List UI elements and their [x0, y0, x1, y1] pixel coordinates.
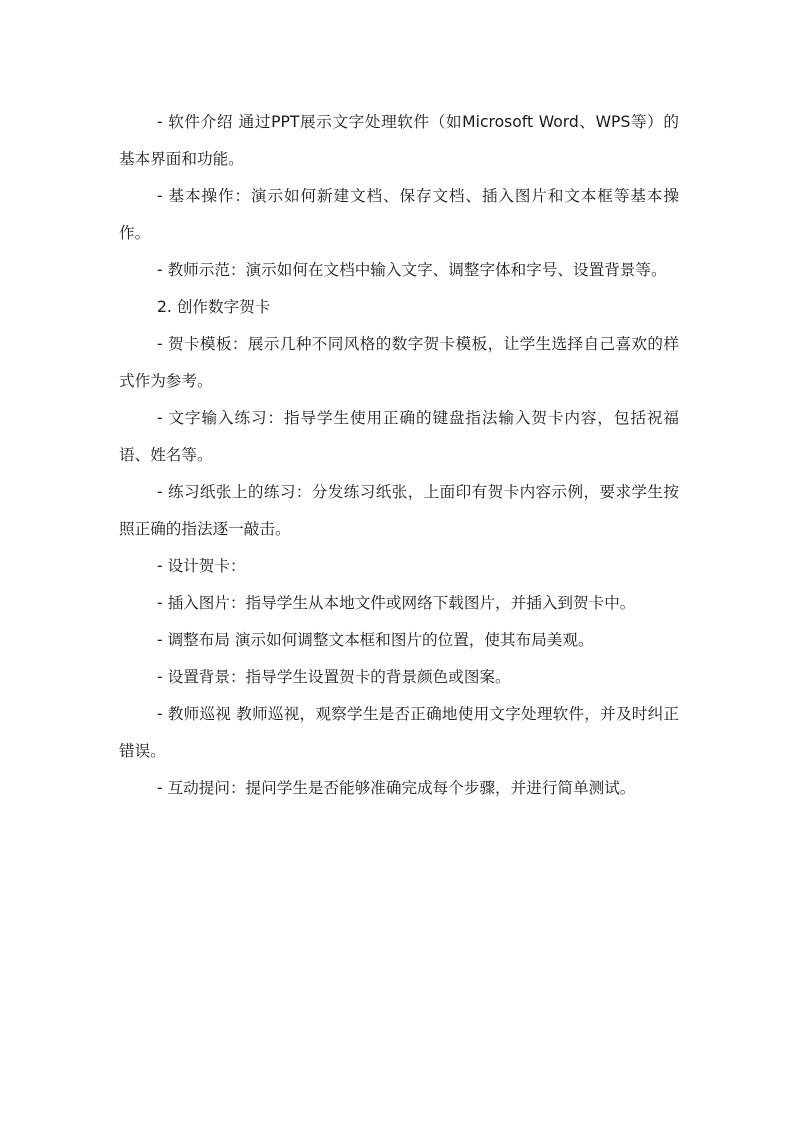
paragraph-teacher-demo: - 教师示范：演示如何在文档中输入文字、调整字体和字号、设置背景等。: [157, 261, 667, 279]
paragraph-software-intro: - 软件介绍 通过PPT展示文字处理软件（如Microsoft Word、WPS等）的基本界面和功能。: [119, 113, 679, 168]
paragraph-basic-operations: - 基本操作：演示如何新建文档、保存文档、插入图片和文本框等基本操作。: [119, 187, 679, 242]
paragraph-set-background: - 设置背景：指导学生设置贺卡的背景颜色或图案。: [157, 668, 511, 686]
paragraph-adjust-layout: - 调整布局 演示如何调整文本框和图片的位置，使其布局美观。: [157, 631, 594, 649]
paragraph-typing-practice: - 文字输入练习：指导学生使用正确的键盘指法输入贺卡内容，包括祝福语、姓名等。: [119, 409, 679, 464]
paragraph-interactive-questions: - 互动提问：提问学生是否能够准确完成每个步骤，并进行简单测试。: [157, 779, 636, 797]
paragraph-design-card: - 设计贺卡：: [157, 557, 246, 575]
section-heading-create-card: 2. 创作数字贺卡: [157, 298, 271, 316]
document-body: [119, 104, 679, 807]
paragraph-paper-practice: - 练习纸张上的练习：分发练习纸张，上面印有贺卡内容示例，要求学生按照正确的指法逐一敲击。: [119, 483, 679, 538]
paragraph-insert-image: - 插入图片：指导学生从本地文件或网络下载图片，并插入到贺卡中。: [157, 594, 636, 612]
paragraph-card-templates: - 贺卡模板：展示几种不同风格的数字贺卡模板，让学生选择自己喜欢的样式作为参考。: [119, 335, 679, 390]
paragraph-teacher-patrol: - 教师巡视 教师巡视，观察学生是否正确地使用文字处理软件，并及时纠正错误。: [119, 705, 679, 760]
